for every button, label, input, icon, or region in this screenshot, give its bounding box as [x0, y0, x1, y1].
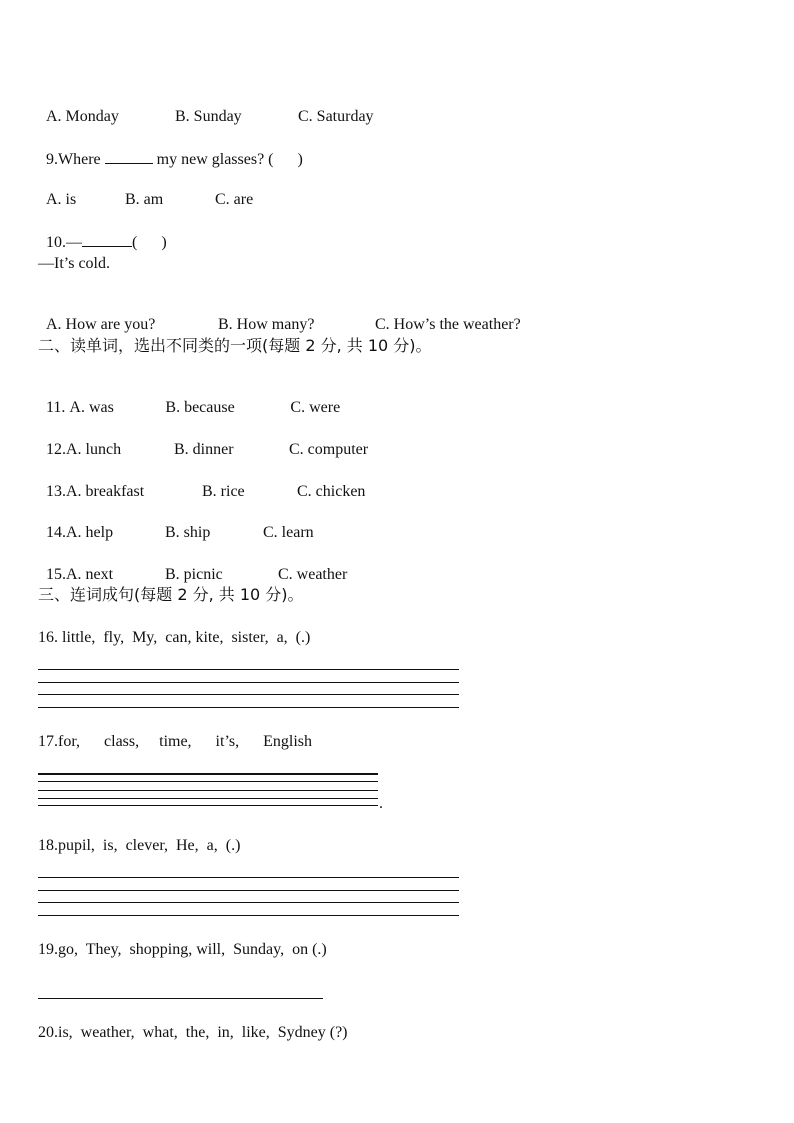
q18-words: 18.pupil, is, clever, He, a, (.): [38, 837, 241, 854]
q12: [38, 420, 368, 460]
q17-words: 17.for, class, time, it’s, English: [38, 733, 313, 750]
q15-option-a: A. next: [66, 566, 114, 583]
q9-option-c: C. are: [215, 191, 254, 208]
q17-answer-line-1: [38, 773, 378, 775]
q14-number: 14.: [46, 524, 66, 541]
q16-answer-line-3: [38, 694, 459, 695]
q11: [38, 378, 340, 418]
q9-options: [38, 170, 253, 210]
q18-answer-line-2: [38, 890, 459, 891]
q11-number: 11.: [46, 399, 70, 416]
q16-answer-line-2: [38, 682, 459, 683]
q17-answer-line-4: [38, 798, 378, 799]
q11-option-c: C. were: [290, 399, 341, 416]
q20-words: 20.is, weather, what, the, in, like, Sydney (?): [38, 1024, 348, 1041]
q8-option-a: A. Monday: [46, 108, 119, 125]
q19-answer-line: [38, 998, 323, 999]
q9-option-a: A. is: [46, 191, 77, 208]
section3-heading: 三、连词成句(每题 2 分, 共 10 分)。: [38, 585, 304, 604]
q17-answer-line-3: [38, 790, 378, 791]
q10-blank: [82, 232, 132, 247]
q16-answer-line-4: [38, 707, 459, 708]
q10-stem: [38, 212, 167, 253]
q14-option-c: C. learn: [263, 524, 314, 541]
q19-words: 19.go, They, shopping, will, Sunday, on (.): [38, 941, 327, 958]
q12-option-b: B. dinner: [174, 441, 234, 458]
q17-answer-line-5: [38, 805, 378, 806]
q8-option-b: B. Sunday: [175, 108, 242, 125]
q9-text-after: my new glasses? ( ): [152, 151, 303, 168]
section2-heading: 二、读单词，选出不同类的一项(每题 2 分, 共 10 分)。: [38, 336, 432, 355]
q8-options: [38, 87, 374, 127]
q11-option-b: B. because: [165, 399, 235, 416]
q12-number: 12.: [46, 441, 66, 458]
q14: [38, 503, 314, 543]
q13-option-a: A. breakfast: [66, 483, 145, 500]
q14-option-b: B. ship: [165, 524, 211, 541]
q18-answer-line-3: [38, 902, 459, 903]
q10-option-c: C. How’s the weather?: [375, 316, 521, 333]
q12-option-a: A. lunch: [66, 441, 122, 458]
q11-option-a: A. was: [69, 399, 114, 416]
q18-answer-line-1: [38, 877, 459, 878]
q15-option-c: C. weather: [278, 566, 348, 583]
q10-option-b: B. How many?: [218, 316, 315, 333]
q10-text-after: ( ): [132, 234, 167, 251]
q9-stem: [38, 129, 303, 170]
q16-words: 16. little, fly, My, can, kite, sister, a, (.): [38, 629, 311, 646]
q13-option-c: C. chicken: [297, 483, 366, 500]
q10-text-before: 10.—: [46, 234, 82, 251]
q17-period: .: [379, 795, 383, 812]
q10-option-a: A. How are you?: [46, 316, 156, 333]
q13: [38, 462, 365, 502]
q15: [38, 545, 347, 585]
q13-number: 13.: [46, 483, 66, 500]
q12-option-c: C. computer: [289, 441, 369, 458]
q9-text-before: 9.Where: [46, 151, 105, 168]
q8-option-c: C. Saturday: [298, 108, 374, 125]
q15-number: 15.: [46, 566, 66, 583]
q18-answer-line-4: [38, 915, 459, 916]
q9-blank: [105, 149, 153, 164]
q14-option-a: A. help: [66, 524, 114, 541]
q15-option-b: B. picnic: [165, 566, 223, 583]
q10-options: [38, 295, 521, 335]
q10-reply: —It’s cold.: [38, 255, 110, 272]
q13-option-b: B. rice: [202, 483, 245, 500]
q16-answer-line-1: [38, 669, 459, 670]
q9-option-b: B. am: [125, 191, 164, 208]
q17-answer-line-2: [38, 781, 378, 782]
